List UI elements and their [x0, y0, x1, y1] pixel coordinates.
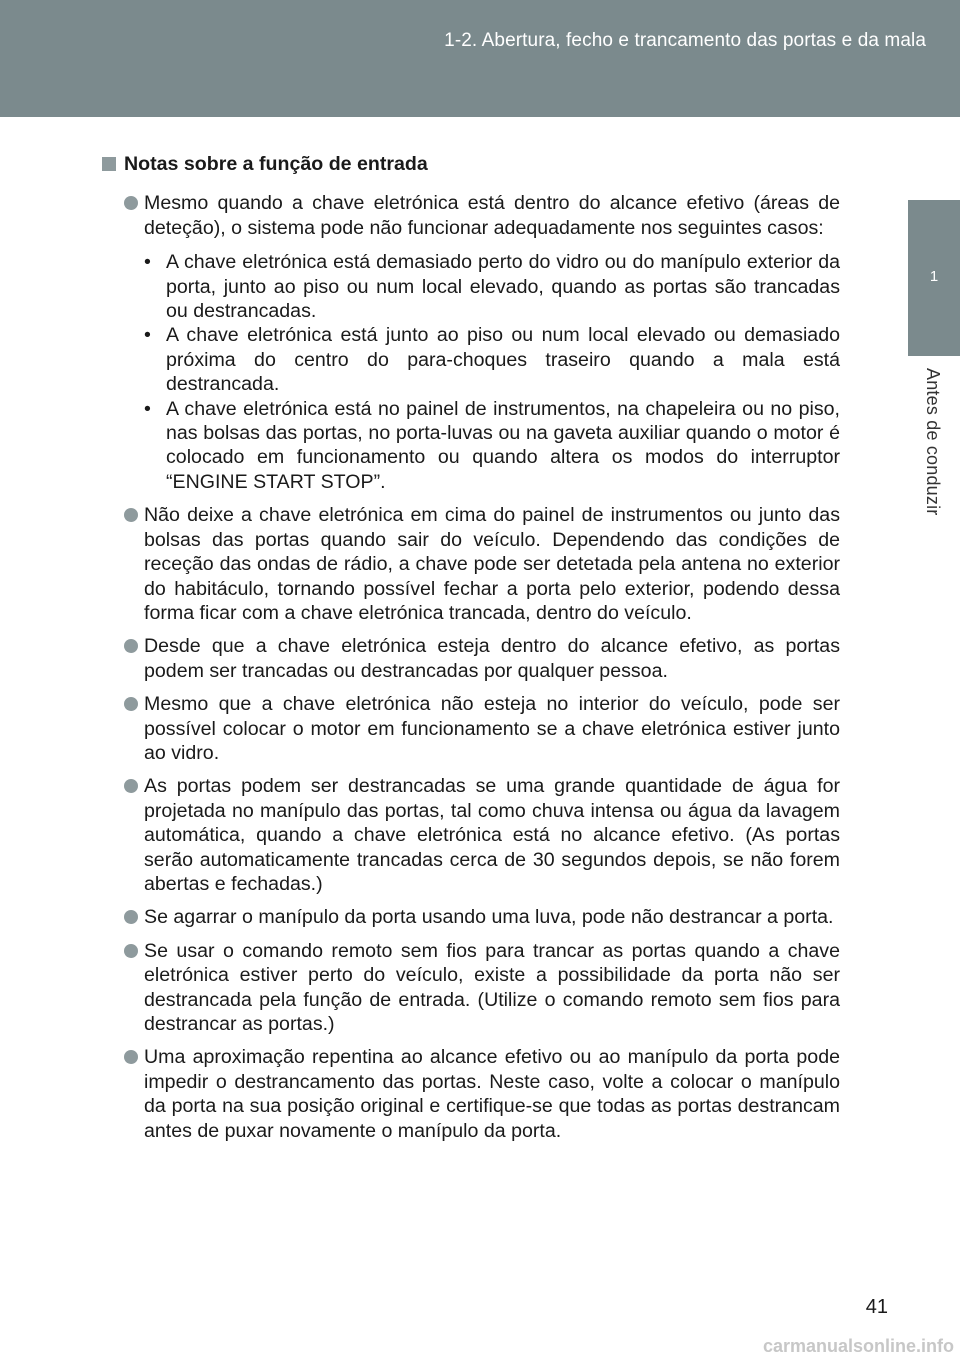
list-item [104, 1045, 840, 1143]
dot-bullet-icon: • [144, 251, 151, 274]
list-item-text: Desde que a chave eletrónica esteja dentro do alcance efetivo, as portas podem ser trancadas ou destrancadas por qualquer pessoa. [144, 635, 840, 682]
list-item [104, 191, 840, 494]
list-item-text: As portas podem ser destrancadas se uma grande quantidade de água for projetada no manípulo das portas, tal como chuva intensa ou água da lavagem automática, quando a chave eletrónica está no alcance efetivo. (As portas serão automaticamente trancadas cerca de 30 segundos depois, se não forem abertas e fechadas.) [144, 775, 840, 895]
circle-bullet-icon [124, 779, 138, 793]
list-item [104, 692, 840, 765]
list-item [104, 774, 840, 896]
list-item [104, 905, 840, 929]
list-item-text: Mesmo quando a chave eletrónica está dentro do alcance efetivo (áreas de deteção), o sistema pode não funcionar adequadamente nos seguintes casos: [144, 192, 840, 239]
list-item-text: Se usar o comando remoto sem fios para trancar as portas quando a chave eletrónica estiver perto do veículo, existe a possibilidade da porta não ser destrancada pela função de entrada. (Utilize o comando remoto sem fios para destrancar as portas.) [144, 939, 840, 1035]
list-item [104, 939, 840, 1037]
list-item-text: Se agarrar o manípulo da porta usando uma luva, pode não destrancar a porta. [144, 906, 834, 929]
section-heading [102, 152, 840, 176]
chapter-side-label-text: Antes de conduzir [923, 368, 943, 516]
sub-list-item-text: A chave eletrónica está junto ao piso ou num local elevado ou demasiado próxima do centro do para-choques traseiro quando a mala está destrancada. [166, 324, 840, 396]
circle-bullet-icon [124, 508, 138, 522]
circle-bullet-icon [124, 697, 138, 711]
chapter-side-label [908, 356, 960, 1362]
list-item [104, 634, 840, 683]
sub-list [144, 250, 840, 494]
main-content [104, 152, 840, 1152]
list-item-text: Mesmo que a chave eletrónica não esteja no interior do veículo, pode ser possível colocar o motor em funcionamento se a chave eletrónica estiver junto ao vidro. [144, 693, 840, 764]
square-bullet-icon [102, 157, 116, 171]
page-header [0, 0, 960, 117]
page-number: 41 [865, 1296, 888, 1318]
circle-bullet-icon [124, 944, 138, 958]
circle-bullet-icon [124, 639, 138, 653]
watermark: carmanualsonline.info [762, 1336, 954, 1356]
sub-list-item [144, 323, 840, 396]
list-item-text: Uma aproximação repentina ao alcance efetivo ou ao manípulo da porta pode impedir o destrancamento das portas. Neste caso, volte a colocar o manípulo da porta na sua posição original e certifique-se que todas as portas destrancam antes de puxar novamente o manípulo da porta. [144, 1046, 840, 1142]
list-item-text: Não deixe a chave eletrónica em cima do painel de instrumentos ou junto das bolsas das portas quando sair do veículo. Dependendo das condições de receção das ondas de rádio, a chave pode ser detetada pela antena no exterior do habitáculo, tornando possível fechar a porta pelo exterior, podendo dessa forma ficar com a chave eletrónica trancada, dentro do veículo. [144, 504, 840, 624]
circle-bullet-icon [124, 1050, 138, 1064]
sub-list-item [144, 250, 840, 323]
list-item [104, 503, 840, 625]
sub-list-item [144, 397, 840, 495]
chapter-number: 1 [929, 268, 939, 285]
dot-bullet-icon: • [144, 397, 151, 420]
sub-list-item-text: A chave eletrónica está no painel de instrumentos, na chapeleira ou no piso, nas bolsas das portas, no porta-luvas ou na gaveta auxiliar quando o motor é colocado em funcionamento ou quando altera os modos do interruptor “ENGINE START STOP”. [166, 397, 840, 493]
circle-bullet-icon [124, 196, 138, 210]
section-heading-text: Notas sobre a função de entrada [124, 153, 428, 175]
chapter-title: 1-2. Abertura, fecho e trancamento das portas e da mala [444, 30, 926, 51]
chapter-tab [908, 200, 960, 356]
dot-bullet-icon: • [144, 324, 151, 347]
sub-list-item-text: A chave eletrónica está demasiado perto do vidro ou do manípulo exterior da porta, junto ao piso ou num local elevado, quando as portas são trancadas ou destrancadas. [166, 251, 840, 323]
circle-bullet-icon [124, 910, 138, 924]
